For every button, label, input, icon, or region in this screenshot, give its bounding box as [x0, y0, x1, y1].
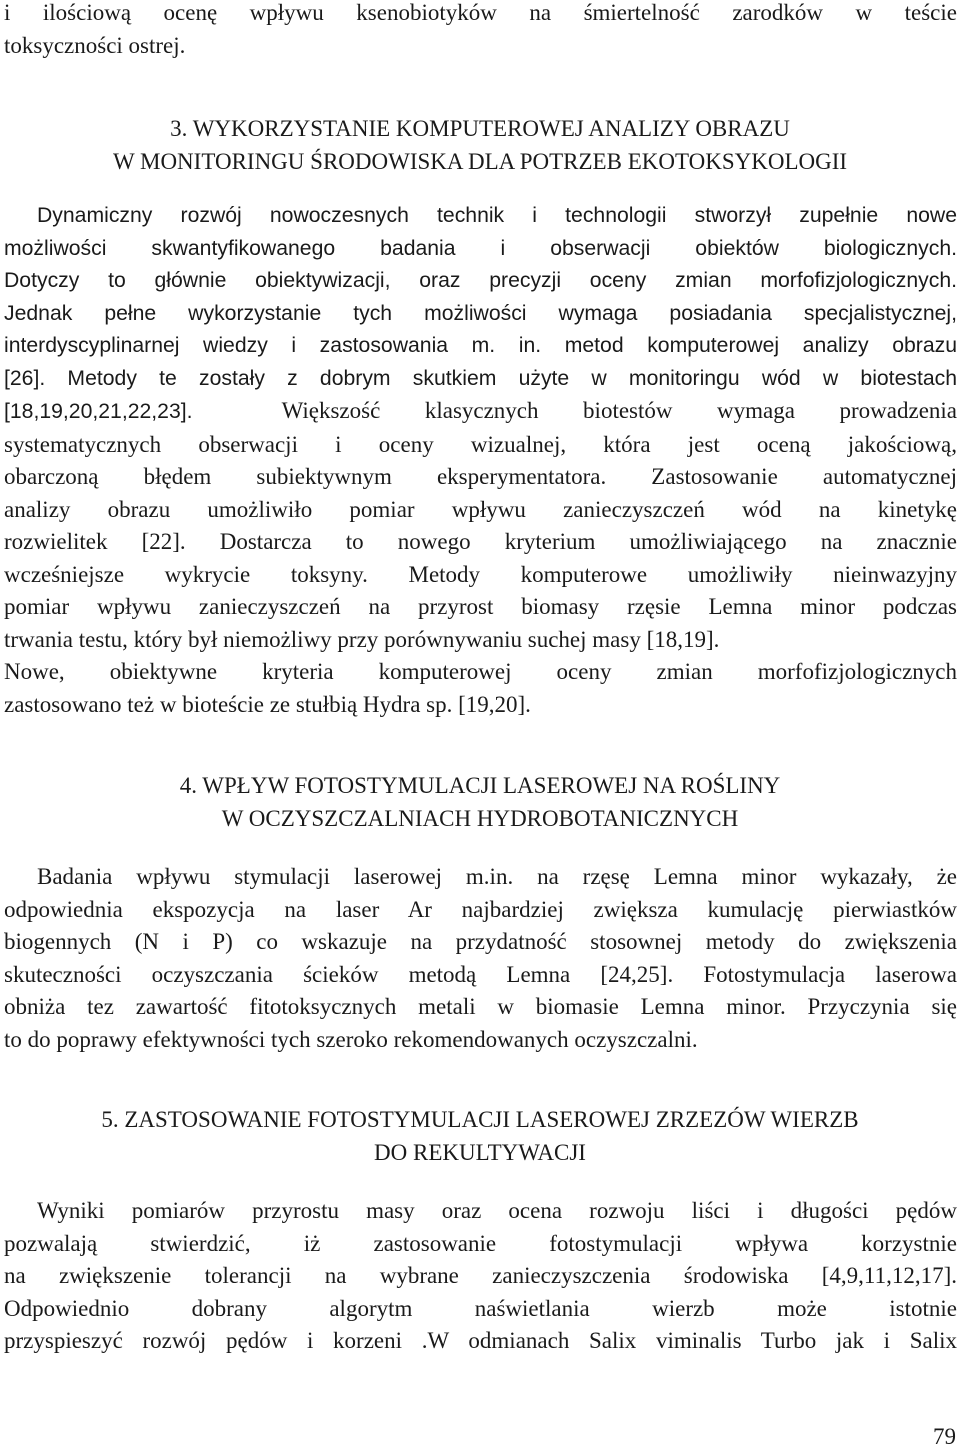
heading-line: DO REKULTYWACJI: [374, 1139, 586, 1165]
page-number: 79: [933, 1424, 956, 1449]
heading-line: 4. WPŁYW FOTOSTYMULACJI LASEROWEJ NA ROŚLINY: [179, 773, 781, 798]
text-line: pomiar wpływu zanieczyszczeń na przyrost biomasy rzęsie Lemna minor podczas: [4, 594, 957, 619]
text-line: biogennych (N i P) co wskazuje na przydatność stosownej metody do zwiększenia: [4, 929, 957, 954]
section-4-paragraph: [4, 861, 957, 1056]
text-line: Wyniki pomiarów przyrostu masy oraz ocena rozwoju liści i długości pędów: [37, 1198, 957, 1223]
section-3-paragraph: [4, 200, 957, 721]
text-line: pozwalają stwierdzić, iż zastosowanie fotostymulacji wpływa korzystnie: [4, 1230, 957, 1256]
text-line: zastosowano też w bioteście ze stułbią Hydra sp. [19,20].: [4, 691, 531, 717]
text-line: skuteczności oczyszczania ścieków metodą Lemna [24,25]. Fotostymulacja laserowa: [4, 961, 957, 987]
text-line: trwania testu, który był niemożliwy przy porównywaniu suchej masy [18,19].: [4, 626, 720, 652]
text-line: Dynamiczny rozwój nowoczesnych technik i technologii stworzył zupełnie nowe: [37, 204, 957, 227]
text-line: analizy obrazu umożliwiło pomiar wpływu zanieczyszczeń wód na kinetykę: [4, 496, 957, 522]
text-line: i ilościową ocenę wpływu ksenobiotyków na śmiertelność zarodków w teście: [4, 0, 957, 25]
section-3-heading: [0, 113, 960, 178]
text-line: przyspieszyć rozwój pędów i korzeni .W odmianach Salix viminalis Turbo jak i Salix: [4, 1328, 957, 1353]
section-5-heading: [0, 1104, 960, 1169]
citation-text: [18,19,20,21,22,23].: [4, 400, 193, 423]
heading-line: 5. ZASTOSOWANIE FOTOSTYMULACJI LASEROWEJ ZRZEZÓW WIERZB: [101, 1107, 859, 1132]
text-fragment: Większość klasycznych biotestów wymaga prowadzenia: [281, 398, 957, 423]
text-line: Badania wpływu stymulacji laserowej m.in. na rzęsę Lemna minor wykazały, że: [37, 864, 957, 889]
text-line: Dotyczy to głównie obiektywizacji, oraz precyzji oceny zmian morfofizjologicznych.: [4, 269, 957, 292]
text-line: możliwości skwantyfikowanego badania i obserwacji obiektów biologicznych.: [4, 236, 957, 260]
text-line: obarczoną błędem subiektywnym eksperymentatora. Zastosowanie automatycznej: [4, 464, 957, 489]
text-line: interdyscyplinarnej wiedzy i zastosowania m. in. metod komputerowej analizy obrazu: [4, 334, 957, 357]
text-line: obniża tez zawartość fitotoksycznych metali w biomasie Lemna minor. Przyczynia się: [4, 994, 957, 1019]
heading-line: W OCZYSZCZALNIACH HYDROBOTANICZNYCH: [221, 805, 739, 831]
text-line: odpowiednia ekspozycja na laser Ar najbardziej zwiększa kumulację pierwiastków: [4, 896, 957, 922]
text-line: Odpowiednio dobrany algorytm naświetlania wierzb może istotnie: [4, 1295, 957, 1321]
text-line: Jednak pełne wykorzystanie tych możliwości wymaga posiadania specjalistycznej,: [4, 301, 957, 325]
text-line: systematycznych obserwacji i oceny wizualnej, która jest oceną jakościową,: [4, 431, 957, 457]
heading-line: W MONITORINGU ŚRODOWISKA DLA POTRZEB EKOTOKSYKOLOGII: [112, 148, 848, 174]
text-line-mixed: [4, 395, 957, 429]
text-line: Nowe, obiektywne kryteria komputerowej oceny zmian morfofizjologicznych: [4, 659, 957, 684]
text-line: toksyczności ostrej.: [4, 32, 186, 58]
text-line: na zwiększenie tolerancji na wybrane zanieczyszczenia środowiska [4,9,11,12,17].: [4, 1263, 957, 1288]
text-line: rozwielitek [22]. Dostarcza to nowego kryterium umożliwiającego na znacznie: [4, 529, 957, 554]
intro-paragraph: [4, 0, 957, 62]
section-4-heading: [0, 770, 960, 835]
heading-line: 3. WYKORZYSTANIE KOMPUTEROWEJ ANALIZY OBRAZU: [170, 116, 790, 141]
text-line: to do poprawy efektywności tych szeroko rekomendowanych oczyszczalni.: [4, 1026, 698, 1052]
text-line: wcześniejsze wykrycie toksyny. Metody komputerowe umożliwiły nieinwazyjny: [4, 561, 957, 587]
section-5-paragraph: [4, 1195, 957, 1358]
text-line: [26]. Metody te zostały z dobrym skutkiem użyte w monitoringu wód w biotestach: [4, 366, 957, 390]
